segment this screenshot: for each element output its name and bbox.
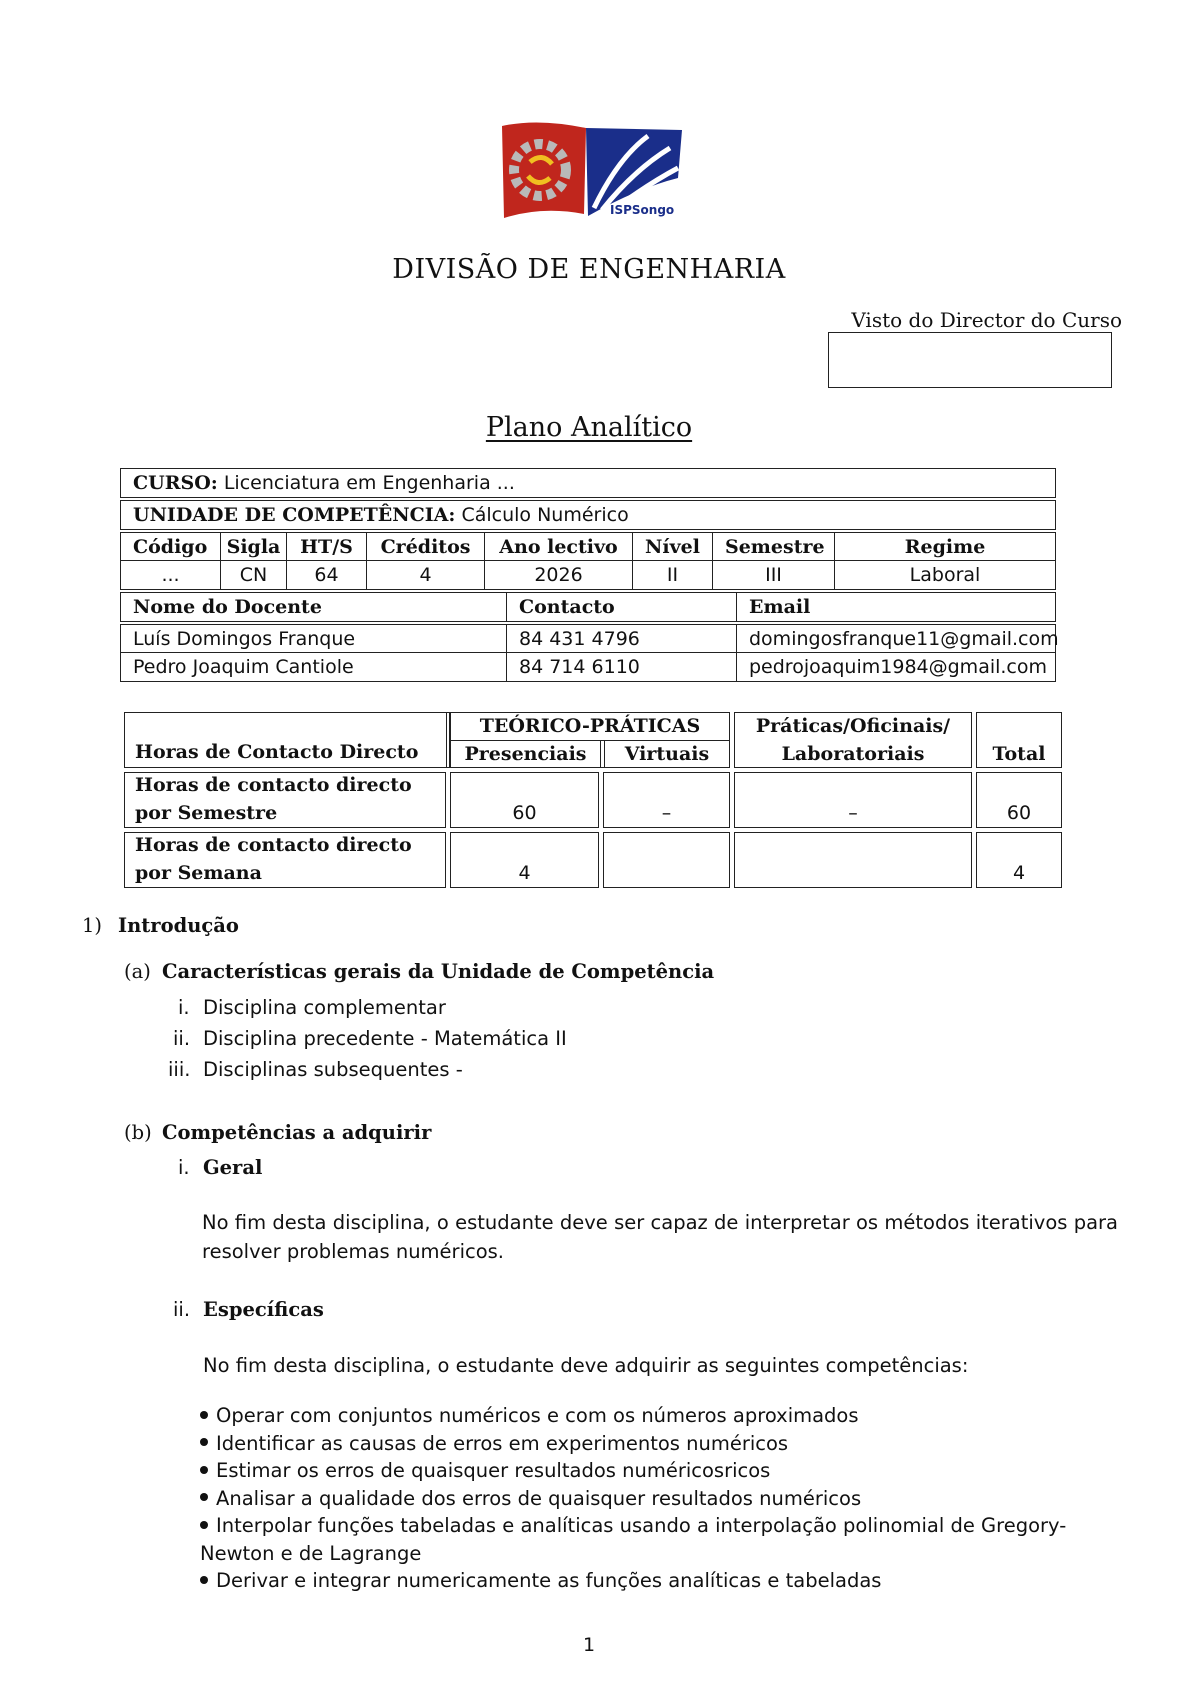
virtuais-cell bbox=[603, 772, 730, 828]
ispsongo-logo bbox=[498, 118, 694, 230]
bullet-icon bbox=[200, 1521, 208, 1529]
curso-label: CURSO: bbox=[133, 472, 218, 494]
competencias-list bbox=[200, 1402, 1122, 1595]
col-header: Sigla bbox=[221, 533, 287, 560]
col-header: Regime bbox=[904, 535, 986, 558]
list-item: Disciplinas subsequentes - bbox=[203, 1058, 463, 1081]
list-item: Interpolar funções tabeladas e analíticas usando a interpolação polinomial de Gregory-Newton e de Lagrange bbox=[200, 1514, 1067, 1565]
presenciais-value: 4 bbox=[518, 862, 531, 884]
docente-name: Pedro Joaquim Cantiole bbox=[121, 653, 507, 681]
page-number: 1 bbox=[582, 1634, 596, 1656]
row-label-line2: por Semestre bbox=[135, 802, 278, 824]
total-header bbox=[976, 712, 1062, 768]
section-number: 1) bbox=[82, 914, 103, 937]
hours-row-label bbox=[124, 832, 446, 888]
total-cell bbox=[976, 772, 1062, 828]
total-value: 60 bbox=[1006, 802, 1032, 824]
list-item: Identificar as causas de erros em experimentos numéricos bbox=[200, 1430, 1122, 1458]
col-header: Ano lectivo bbox=[485, 533, 633, 560]
contacto-col-header: Contacto bbox=[507, 593, 737, 621]
list-item: Estimar os erros de quaisquer resultados numéricosricos bbox=[200, 1457, 1122, 1485]
presenciais-cell bbox=[450, 832, 599, 888]
subsection-marker: (a) bbox=[124, 960, 151, 983]
praticas-cell bbox=[734, 772, 972, 828]
praticas-cell bbox=[734, 832, 972, 888]
codigo-value: ... bbox=[121, 561, 221, 589]
hours-row-label bbox=[124, 772, 446, 828]
division-title: DIVISÃO DE ENGENHARIA bbox=[392, 254, 786, 285]
especificas-intro: No fim desta disciplina, o estudante deve adquirir as seguintes competências: bbox=[203, 1354, 969, 1377]
list-item: Analisar a qualidade dos erros de quaisquer resultados numéricos bbox=[200, 1485, 1122, 1513]
semestre-value: III bbox=[713, 561, 835, 589]
presenciais-header: Presenciais bbox=[464, 743, 587, 765]
row-label-line1: Horas de contacto directo bbox=[135, 774, 412, 796]
row-header-label: Horas de Contacto Directo bbox=[135, 741, 419, 763]
email-col-header: Email bbox=[749, 596, 811, 618]
bullet-icon bbox=[200, 1466, 208, 1474]
unidade-row bbox=[120, 500, 1056, 530]
bullet-icon bbox=[200, 1576, 208, 1584]
praticas-header-line2: Laboratoriais bbox=[781, 743, 925, 765]
docente-phone: 84 714 6110 bbox=[507, 653, 737, 681]
row-label-line2: por Semana bbox=[135, 862, 262, 884]
geral-title: Geral bbox=[203, 1156, 263, 1179]
visto-label: Visto do Director do Curso bbox=[851, 308, 1122, 332]
curso-value: Licenciatura em Engenharia ... bbox=[223, 472, 515, 494]
item-marker: ii. bbox=[173, 1298, 191, 1321]
virtuais-value: – bbox=[661, 802, 672, 824]
item-marker: iii. bbox=[168, 1058, 191, 1081]
item-marker: i. bbox=[178, 1156, 190, 1179]
virtuais-cell bbox=[603, 832, 730, 888]
total-value: 4 bbox=[1012, 862, 1026, 884]
curso-row bbox=[120, 468, 1056, 498]
unidade-value: Cálculo Numérico bbox=[461, 504, 629, 526]
subsection-title: Competências a adquirir bbox=[162, 1121, 432, 1144]
logo-text: ISPSongo bbox=[610, 203, 675, 217]
hours-corner-cell bbox=[124, 712, 446, 768]
row-label-line1: Horas de contacto directo bbox=[135, 834, 412, 856]
docente-col-header: Nome do Docente bbox=[121, 593, 507, 621]
praticas-header bbox=[734, 712, 972, 768]
virtuais-header: Virtuais bbox=[624, 743, 710, 765]
section-title: Introdução bbox=[118, 914, 239, 937]
unidade-label: UNIDADE DE COMPETÊNCIA: bbox=[133, 504, 456, 526]
item-marker: ii. bbox=[173, 1027, 191, 1050]
item-marker: i. bbox=[178, 996, 190, 1019]
hts-value: 64 bbox=[287, 561, 367, 589]
geral-paragraph: No fim desta disciplina, o estudante deve ser capaz de interpretar os métodos iterativos para resolver problemas numéricos. bbox=[202, 1211, 1118, 1263]
total-cell bbox=[976, 832, 1062, 888]
col-header: Créditos bbox=[367, 533, 485, 560]
teorico-praticas-header bbox=[450, 712, 730, 768]
docentes-header bbox=[120, 592, 1056, 622]
document-title: Plano Analítico bbox=[485, 412, 693, 443]
presenciais-cell bbox=[450, 772, 599, 828]
nivel-value: II bbox=[633, 561, 713, 589]
list-item: Operar com conjuntos numéricos e com os números aproximados bbox=[200, 1402, 1122, 1430]
praticas-value: – bbox=[848, 802, 858, 824]
col-header: HT/S bbox=[287, 533, 367, 560]
bullet-icon bbox=[200, 1438, 208, 1446]
bullet-icon bbox=[200, 1411, 208, 1419]
signature-box bbox=[828, 332, 1112, 388]
col-header: Código bbox=[121, 533, 221, 560]
sigla-value: CN bbox=[221, 561, 287, 589]
subsection-marker: (b) bbox=[124, 1121, 152, 1144]
presenciais-value: 60 bbox=[512, 802, 537, 824]
gear-flag-icon bbox=[502, 122, 586, 218]
bullet-icon bbox=[200, 1493, 208, 1501]
regime-value: Laboral bbox=[909, 564, 981, 586]
list-item: Disciplina precedente - Matemática II bbox=[203, 1027, 567, 1050]
list-item: Derivar e integrar numericamente as funções analíticas e tabeladas bbox=[200, 1567, 1122, 1595]
docente-name: Luís Domingos Franque bbox=[121, 625, 507, 652]
total-header-label: Total bbox=[992, 743, 1046, 765]
docente-phone: 84 431 4796 bbox=[507, 625, 737, 652]
docentes-rows bbox=[120, 624, 1059, 682]
docente-email[interactable]: pedrojoaquim1984@gmail.com bbox=[749, 656, 1048, 678]
creditos-value: 4 bbox=[367, 561, 485, 589]
col-header: Semestre bbox=[713, 533, 835, 560]
ano-value: 2026 bbox=[485, 561, 633, 589]
list-item: Disciplina complementar bbox=[203, 996, 446, 1019]
col-header: Nível bbox=[633, 533, 713, 560]
hours-table bbox=[124, 712, 1052, 888]
docente-email[interactable]: domingosfranque11@gmail.com bbox=[749, 627, 1059, 650]
course-details-grid bbox=[120, 532, 1056, 590]
group-header: TEÓRICO-PRÁTICAS bbox=[479, 715, 701, 737]
subsection-title: Características gerais da Unidade de Competência bbox=[162, 960, 715, 983]
especificas-title: Específicas bbox=[203, 1298, 324, 1321]
praticas-header-line1: Práticas/Oficinais/ bbox=[755, 715, 951, 737]
